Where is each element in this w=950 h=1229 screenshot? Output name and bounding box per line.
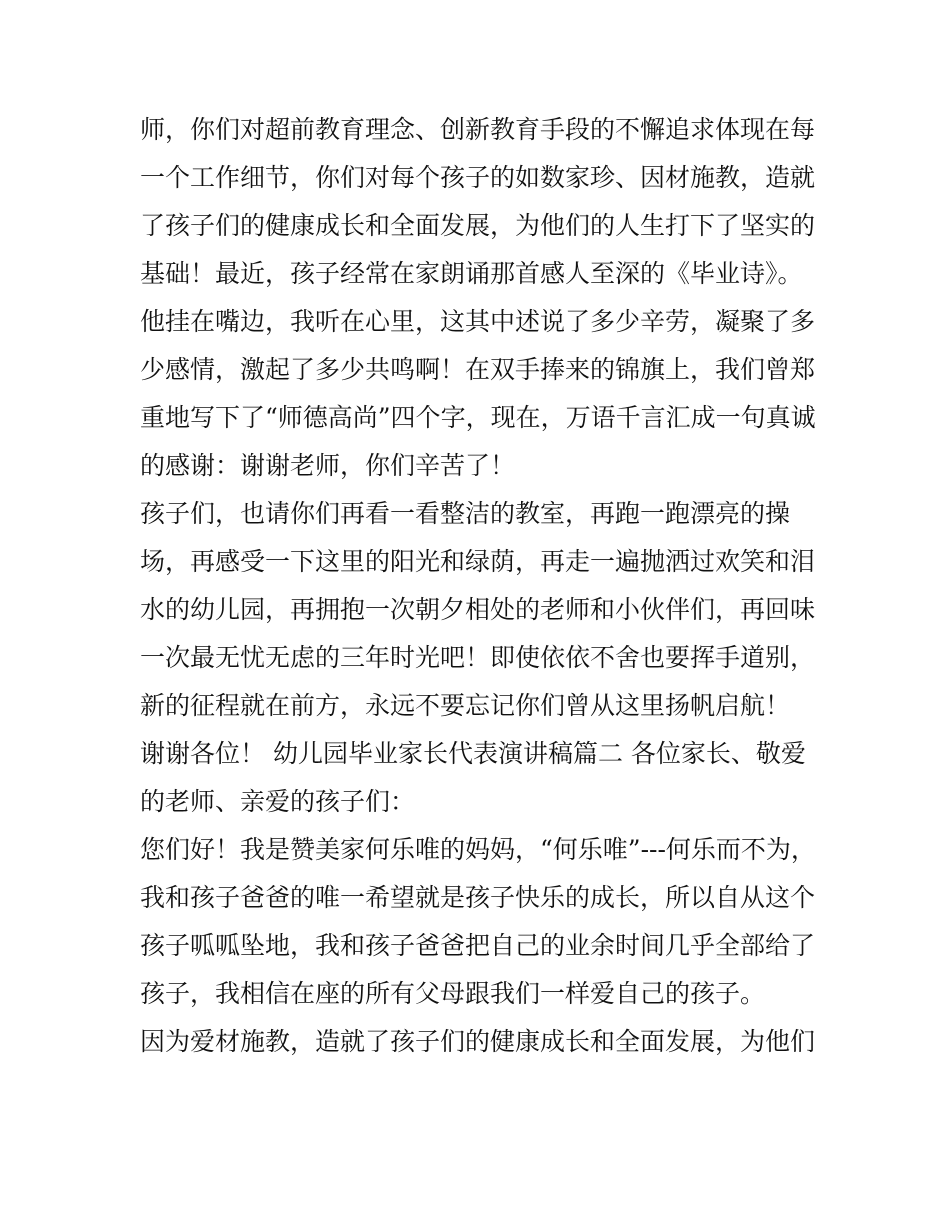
text-line: 一个工作细节，你们对每个孩子的如数家珍、因材施教，造就 [140, 163, 816, 192]
text-line: 孩子们，也请你们再看一看整洁的教室，再跑一跑漂亮的操 [140, 499, 791, 528]
text-line: 了孩子们的健康成长和全面发展，为他们的人生打下了坚实的 [140, 211, 816, 240]
text-line: 孩子，我相信在座的所有父母跟我们一样爱自己的孩子。 [140, 979, 766, 1008]
text-line: 场，再感受一下这里的阳光和绿荫，再走一遍抛洒过欢笑和泪 [140, 547, 816, 576]
text-line: 师，你们对超前教育理念、创新教育手段的不懈追求体现在每 [140, 115, 816, 144]
text-line: 您们好！我是赞美家何乐唯的妈妈，“何乐唯”---何乐而不为， [140, 835, 816, 864]
text-line: 他挂在嘴边，我听在心里，这其中述说了多少辛劳，凝聚了多 [140, 307, 816, 336]
text-line: 我和孩子爸爸的唯一希望就是孩子快乐的成长，所以自从这个 [140, 883, 816, 912]
text-line: 基础！最近，孩子经常在家朗诵那首感人至深的《毕业诗》。 [140, 259, 803, 288]
text-line: 重地写下了“师德高尚”四个字，现在，万语千言汇成一句真诚 [140, 403, 816, 432]
text-line: 孩子呱呱坠地，我和孩子爸爸把自己的业余时间几乎全部给了 [140, 931, 816, 960]
text-line: 因为爱材施教，造就了孩子们的健康成长和全面发展，为他们 [140, 1027, 816, 1056]
text-line: 谢谢各位！ 幼儿园毕业家长代表演讲稿篇二 各位家长、敬爱 [140, 739, 806, 768]
document-body [140, 106, 830, 1066]
text-line: 的老师、亲爱的孩子们： [140, 787, 416, 816]
text-line: 少感情，激起了多少共鸣啊！在双手捧来的锦旗上，我们曾郑 [140, 355, 816, 384]
text-line: 的感谢：谢谢老师，你们辛苦了！ [140, 451, 516, 480]
text-line: 新的征程就在前方，永远不要忘记你们曾从这里扬帆启航！ [140, 691, 791, 720]
text-line: 一次最无忧无虑的三年时光吧！即使依依不舍也要挥手道别， [140, 643, 816, 672]
text-line: 水的幼儿园，再拥抱一次朝夕相处的老师和小伙伴们，再回味 [140, 595, 816, 624]
